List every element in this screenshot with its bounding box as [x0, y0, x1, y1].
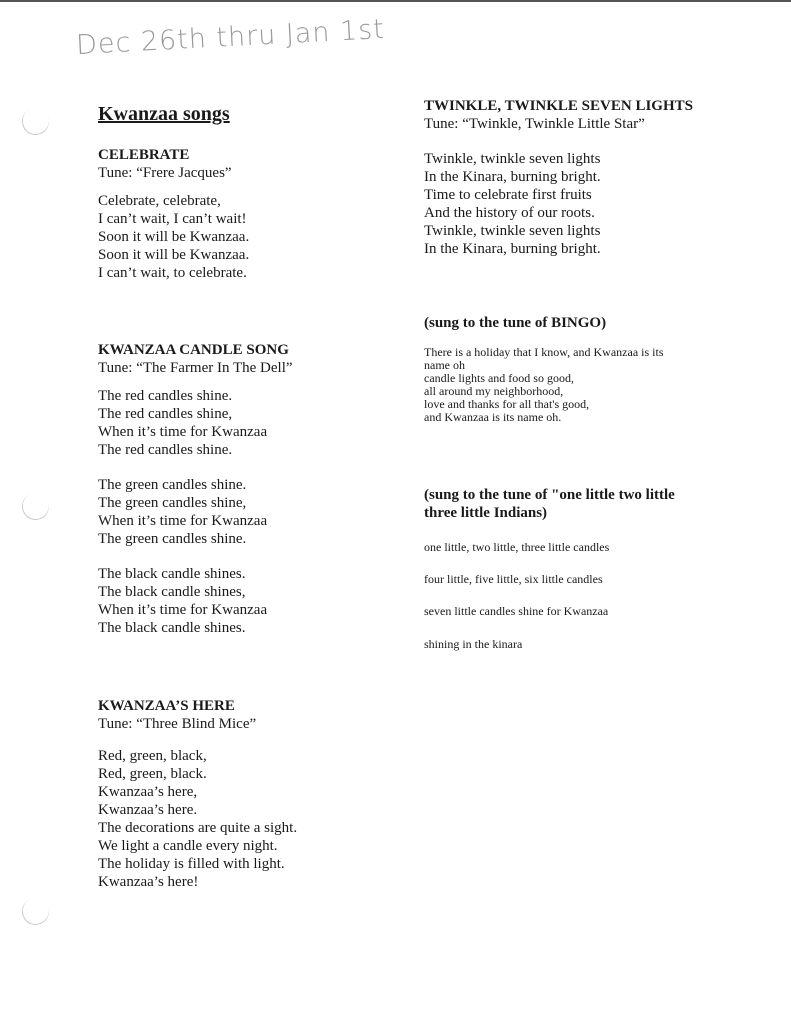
lyric-line: In the Kinara, burning bright. — [424, 241, 601, 257]
song-title: (sung to the tune of BINGO) — [424, 315, 607, 331]
song-twinkle — [424, 97, 693, 258]
page-title: Kwanzaa songs — [98, 103, 230, 125]
song-verse — [98, 747, 297, 891]
song-little-indians — [424, 486, 675, 651]
lyric-line: four little, five little, six little candles — [424, 572, 603, 586]
lyric-line: Red, green, black. — [98, 766, 207, 782]
song-verse — [424, 346, 663, 424]
punch-hole-mark — [18, 104, 53, 139]
lyric-line: Celebrate, celebrate, — [98, 193, 221, 209]
lyric-line: The decorations are quite a sight. — [98, 820, 298, 836]
lyric-line: In the Kinara, burning bright. — [424, 169, 601, 185]
lyric-line: candle lights and food so good, — [424, 371, 574, 385]
lyric-line: Twinkle, twinkle seven lights — [424, 223, 601, 239]
lyric-line: I can’t wait, I can’t wait! — [98, 211, 247, 227]
lyric-line: When it’s time for Kwanzaa — [98, 424, 268, 440]
lyric-line: name oh — [424, 358, 465, 372]
song-verse — [98, 192, 249, 282]
lyric-line: one little, two little, three little candles — [424, 540, 610, 554]
lyric-line: The green candles shine, — [98, 495, 247, 511]
song-tune: Tune: “The Farmer In The Dell” — [98, 360, 293, 376]
lyric-line: Red, green, black, — [98, 748, 207, 764]
song-verse — [424, 150, 693, 258]
lyric-line: The red candles shine. — [98, 442, 233, 458]
song-tune: Tune: “Frere Jacques” — [98, 165, 232, 181]
lyric-line: love and thanks for all that's good, — [424, 397, 590, 411]
lyric-line: Kwanzaa’s here. — [98, 802, 198, 818]
song-celebrate — [98, 146, 249, 282]
lyric-line: When it’s time for Kwanzaa — [98, 602, 268, 618]
song-bingo — [424, 314, 663, 424]
lyric-line: We light a candle every night. — [98, 838, 278, 854]
handwritten-date-note: Dec 26th thru Jan 1st — [75, 13, 386, 62]
lyric-line: The black candle shines. — [98, 620, 246, 636]
lyric-line: The holiday is filled with light. — [98, 856, 285, 872]
lyric-line: The black candle shines, — [98, 584, 246, 600]
song-tune: Tune: “Three Blind Mice” — [98, 716, 257, 732]
lyric-line: The black candle shines. — [98, 566, 246, 582]
lyric-line: Soon it will be Kwanzaa. — [98, 229, 250, 245]
song-title-line: three little Indians) — [424, 505, 548, 521]
lyric-line: shining in the kinara — [424, 637, 523, 651]
lyric-line: Kwanzaa’s here, — [98, 784, 198, 800]
punch-hole-mark — [18, 489, 53, 524]
lyric-line: seven little candles shine for Kwanzaa — [424, 604, 609, 618]
lyric-line: Time to celebrate first fruits — [424, 187, 592, 203]
song-title: CELEBRATE — [98, 147, 190, 163]
lyric-line: There is a holiday that I know, and Kwanzaa is its — [424, 345, 664, 359]
song-title: KWANZAA’S HERE — [98, 698, 235, 714]
lyric-line: Soon it will be Kwanzaa. — [98, 247, 250, 263]
song-kwanzaas-here — [98, 697, 297, 891]
lyric-line: all around my neighborhood, — [424, 384, 564, 398]
lyric-line: When it’s time for Kwanzaa — [98, 513, 268, 529]
lyric-line: The red candles shine, — [98, 406, 233, 422]
song-verse — [98, 476, 293, 548]
song-verse — [98, 565, 293, 637]
song-title: TWINKLE, TWINKLE SEVEN LIGHTS — [424, 98, 693, 114]
lyric-line: Kwanzaa’s here! — [98, 874, 199, 890]
song-tune: Tune: “Twinkle, Twinkle Little Star” — [424, 116, 645, 132]
punch-hole-mark — [18, 894, 53, 929]
lyric-line: I can’t wait, to celebrate. — [98, 265, 247, 281]
song-title-line: (sung to the tune of "one little two little — [424, 487, 675, 503]
top-edge-rule — [0, 0, 791, 2]
lyric-line: The green candles shine. — [98, 477, 247, 493]
song-title: KWANZAA CANDLE SONG — [98, 342, 289, 358]
lyric-line: And the history of our roots. — [424, 205, 595, 221]
left-column — [98, 100, 398, 890]
lyric-line: Twinkle, twinkle seven lights — [424, 151, 601, 167]
song-verse — [98, 387, 293, 459]
lyric-line: The green candles shine. — [98, 531, 247, 547]
lyric-line: The red candles shine. — [98, 388, 233, 404]
lyric-line: and Kwanzaa is its name oh. — [424, 410, 562, 424]
song-kwanzaa-candle — [98, 341, 293, 637]
